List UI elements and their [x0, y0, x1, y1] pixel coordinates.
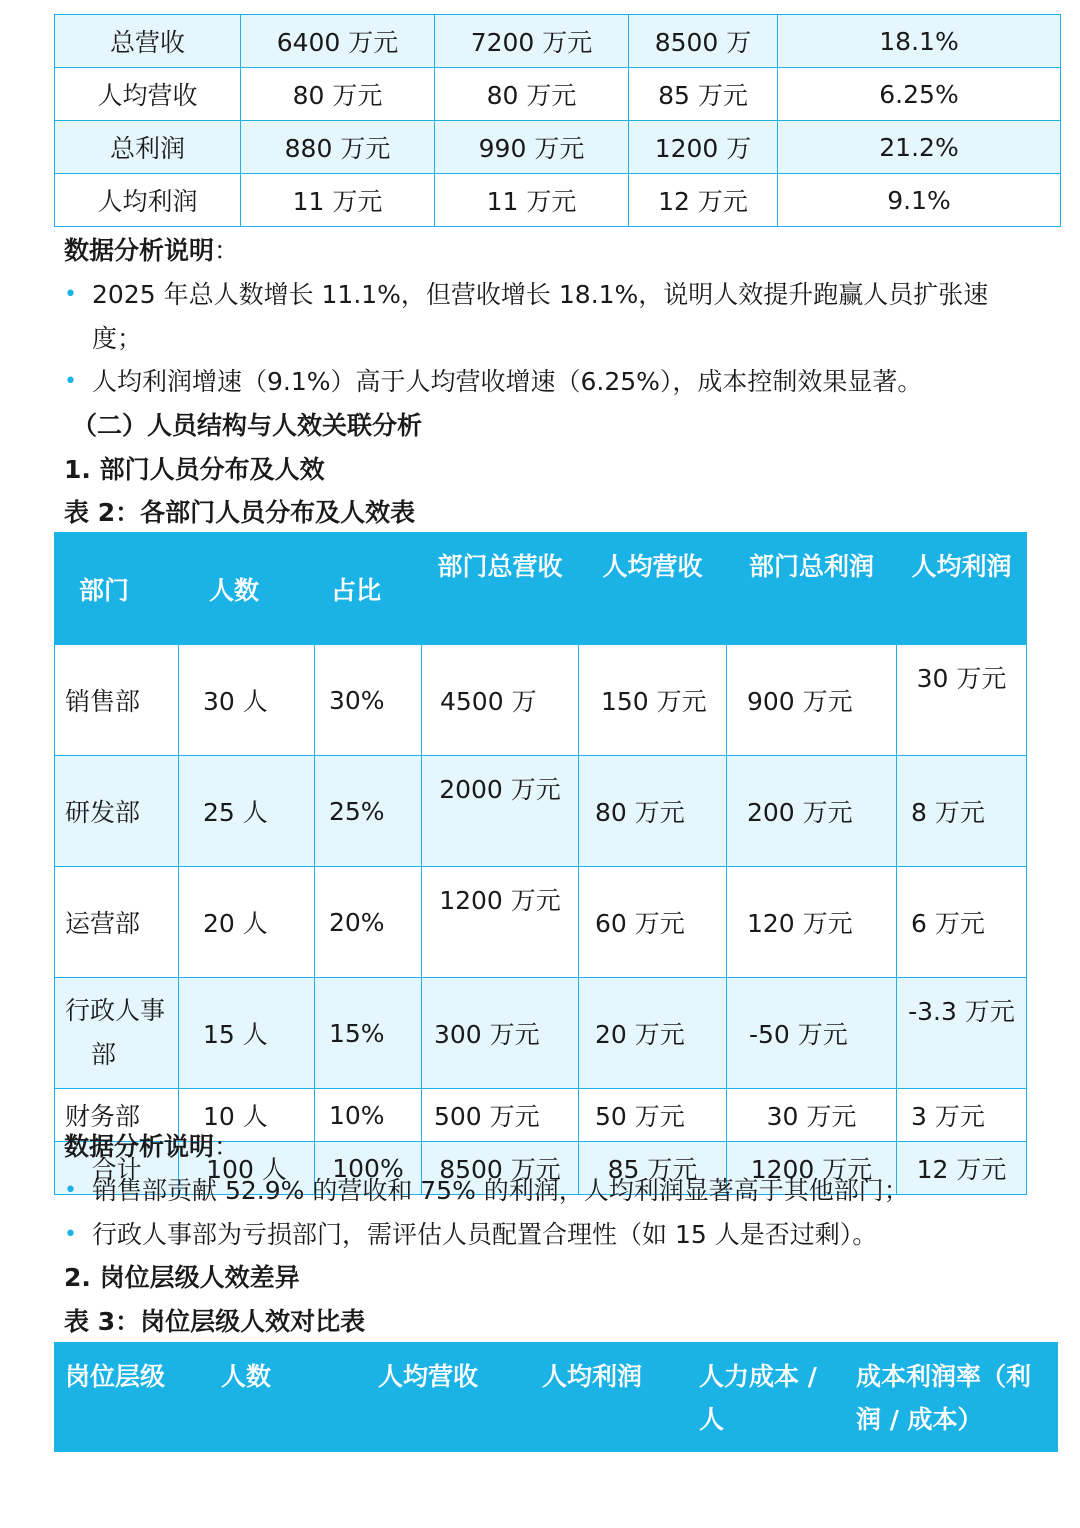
column-header: 占比 — [315, 533, 422, 645]
table-row — [55, 756, 1027, 867]
dept-cell: 财务部 — [55, 1089, 179, 1142]
table-caption: 表 3：岗位层级人效对比表 — [64, 1307, 366, 1336]
cell: 2000 万元 — [422, 756, 579, 867]
bullet-icon: • — [64, 1178, 77, 1203]
cell: 10% — [315, 1089, 422, 1142]
cell: 1200 万元 — [727, 1142, 897, 1195]
value-cell: 85 万元 — [629, 68, 778, 121]
bullet-icon: • — [64, 282, 77, 307]
cell: 80 万元 — [579, 756, 727, 867]
table-row — [55, 978, 1027, 1089]
value-cell: 990 万元 — [435, 121, 629, 174]
cell: 3 万元 — [897, 1089, 1027, 1142]
column-header: 人均营收 — [368, 1343, 532, 1452]
cell: 12 万元 — [897, 1142, 1027, 1195]
total-label-cell: 合计 — [55, 1142, 179, 1195]
cell: 30% — [315, 645, 422, 756]
cell: 20 人 — [179, 867, 315, 978]
column-header: 人数 — [211, 1343, 368, 1452]
analysis-title: 数据分析说明： — [64, 236, 240, 265]
dept-cell: 销售部 — [55, 645, 179, 756]
cell: 900 万元 — [727, 645, 897, 756]
table-row — [55, 645, 1027, 756]
cell: 8 万元 — [897, 756, 1027, 867]
cell: 20 万元 — [579, 978, 727, 1089]
column-header: 部门 — [55, 533, 179, 645]
metric-cell: 总营收 — [55, 15, 241, 68]
column-header: 人均利润 — [532, 1343, 689, 1452]
table-header-row — [55, 533, 1027, 645]
cell: 100 人 — [179, 1142, 315, 1195]
dept-cell: 研发部 — [55, 756, 179, 867]
cell: 500 万元 — [422, 1089, 579, 1142]
cell: 200 万元 — [727, 756, 897, 867]
cell: 50 万元 — [579, 1089, 727, 1142]
cell: 100% — [315, 1142, 422, 1195]
cell: 25% — [315, 756, 422, 867]
cell: 6 万元 — [897, 867, 1027, 978]
metric-cell: 总利润 — [55, 121, 241, 174]
position-level-table — [54, 1342, 1058, 1452]
cell: -50 万元 — [727, 978, 897, 1089]
table-row — [55, 68, 1061, 121]
value-cell: 7200 万元 — [435, 15, 629, 68]
column-header: 部门总利润 — [727, 533, 897, 645]
cell: 15 人 — [179, 978, 315, 1089]
column-header: 部门总营收 — [422, 533, 579, 645]
column-header: 成本利润率（利 润 / 成本） — [846, 1343, 1058, 1452]
cell: 85 万元 — [579, 1142, 727, 1195]
cell: 150 万元 — [579, 645, 727, 756]
cell: 10 人 — [179, 1089, 315, 1142]
column-header: 岗位层级 — [55, 1343, 211, 1452]
cell: 300 万元 — [422, 978, 579, 1089]
growth-cell: 6.25% — [778, 68, 1061, 121]
growth-cell: 9.1% — [778, 174, 1061, 227]
value-cell: 1200 万 — [629, 121, 778, 174]
table-header-row — [55, 1343, 1058, 1452]
value-cell: 80 万元 — [435, 68, 629, 121]
dept-cell: 运营部 — [55, 867, 179, 978]
value-cell: 11 万元 — [435, 174, 629, 227]
bullet-icon: • — [64, 1222, 77, 1247]
column-header: 人数 — [179, 533, 315, 645]
growth-cell: 21.2% — [778, 121, 1061, 174]
cell: -3.3 万元 — [897, 978, 1027, 1089]
table-row — [55, 174, 1061, 227]
annual-comparison-table — [54, 14, 1061, 227]
dept-cell: 行政人事 部 — [55, 978, 179, 1089]
value-cell: 80 万元 — [241, 68, 435, 121]
bullet-icon: • — [64, 369, 77, 394]
value-cell: 11 万元 — [241, 174, 435, 227]
cell: 20% — [315, 867, 422, 978]
value-cell: 8500 万 — [629, 15, 778, 68]
cell: 30 万元 — [897, 645, 1027, 756]
column-header: 人力成本 / 人 — [689, 1343, 846, 1452]
table-caption: 表 2：各部门人员分布及人效表 — [64, 498, 416, 527]
cell: 120 万元 — [727, 867, 897, 978]
cell: 60 万元 — [579, 867, 727, 978]
cell: 4500 万 — [422, 645, 579, 756]
department-efficiency-table — [54, 532, 1027, 1195]
column-header: 人均营收 — [579, 533, 727, 645]
value-cell: 12 万元 — [629, 174, 778, 227]
value-cell: 880 万元 — [241, 121, 435, 174]
cell: 30 万元 — [727, 1089, 897, 1142]
metric-cell: 人均利润 — [55, 174, 241, 227]
metric-cell: 人均营收 — [55, 68, 241, 121]
cell: 1200 万元 — [422, 867, 579, 978]
table-row — [55, 15, 1061, 68]
subsection-heading: 1. 部门人员分布及人效 — [64, 455, 325, 484]
value-cell: 6400 万元 — [241, 15, 435, 68]
column-header: 人均利润 — [897, 533, 1027, 645]
table-row — [55, 867, 1027, 978]
cell: 25 人 — [179, 756, 315, 867]
cell: 8500 万元 — [422, 1142, 579, 1195]
cell: 30 人 — [179, 645, 315, 756]
cell: 15% — [315, 978, 422, 1089]
analysis-title: 数据分析说明： — [64, 1132, 240, 1161]
subsection-heading: 2. 岗位层级人效差异 — [64, 1263, 300, 1292]
growth-cell: 18.1% — [778, 15, 1061, 68]
table-row — [55, 121, 1061, 174]
section-heading: （二）人员结构与人效关联分析 — [72, 411, 423, 440]
